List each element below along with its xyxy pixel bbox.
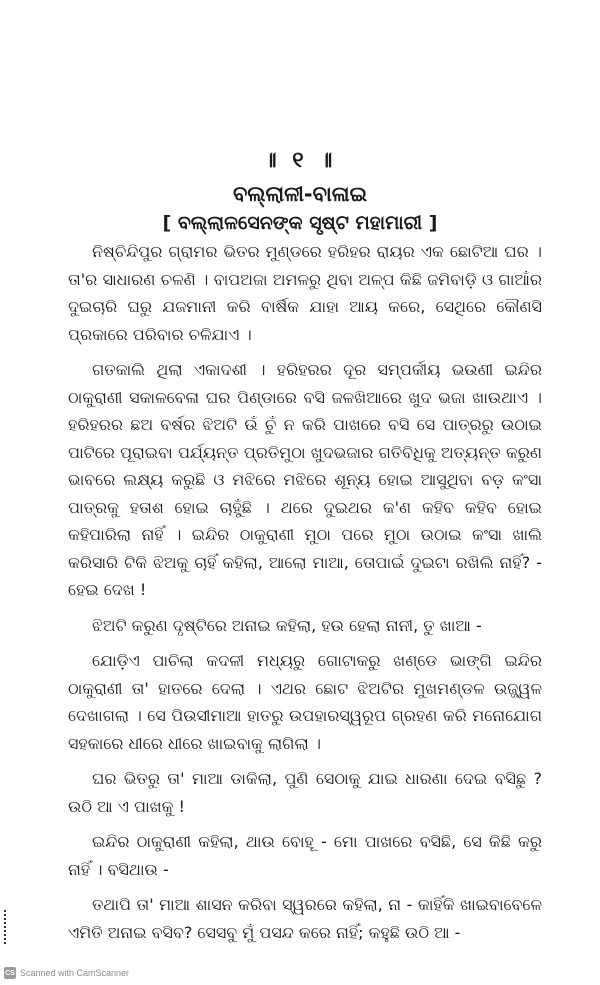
paragraph: ଝିଅଟି କରୁଣ ଦୃଷ୍ଟିରେ ଅନାଇ କହିଲା, ହଉ ହେଲା ନାନୀ, ତୁ ଖାଆ - bbox=[92, 615, 482, 635]
chapter-title: ବଲ୍ଲାଳୀ-ବାଳାଇ bbox=[232, 182, 368, 206]
paragraph: ଇନ୍ଦିର ଠାକୁରାଣୀ କହିଲା, ଥାଉ ବୋହୂ - ମୋ ପାଖରେ ବସିଛି, ସେ କିଛି କରୁ ନାହିଁ । ବସିଥାଉ - bbox=[68, 832, 542, 879]
chapter-subtitle: [ ବଲ୍ଲାଳସେନଙ୍କ ସୃଷ୍ଟ ମହାମାରୀ ] bbox=[162, 212, 438, 234]
scanner-watermark bbox=[4, 966, 129, 980]
paragraph: ନିଷ୍ଚିନ୍ଦିପୁର ଗ୍ରାମର ଭିତର ମୁଣ୍ଡରେ ହରିହର ରାୟର ଏକ ଛୋଟିଆ ଘର । ତା'ର ସାଧାରଣ ଚଳଣି । ବାପଅଜା ଅମଳରୁ ଥିବା ଅଳ୍ପ କିଛି ଜମିବାଡ଼ି ଓ ଗାଆଁର ଦୁଇଚାରି ଘରୁ ଯଜମାନୀ କରି ବାର୍ଷିକ ଯାହା ଆୟ କରେ, ସେଥିରେ କୌଣସି ପ୍ରକାରେ ପରିବାର ଚଳିଯାଏ । bbox=[68, 242, 542, 344]
watermark-text: Scanned with CamScanner bbox=[20, 968, 130, 978]
paragraph: ଯୋଡ଼ିଏ ପାଚିଲା କଦଳୀ ମଧ୍ୟରୁ ଗୋଟାକରୁ ଖଣ୍ଡେ ଭାଙ୍ଗି ଇନ୍ଦିର ଠାକୁରାଣୀ ତା' ହାତରେ ଦେଲା । ଏଥର ଛୋଟ ଝିଅଟିର ମୁଖମଣ୍ଡଳ ଉଜ୍ଜ୍ୱଳ ଦେଖାଗଲା । ସେ ପିଉସୀମାଆ ହାତରୁ ଉପହାରସ୍ୱରୂପ ଗ୍ରହଣ କରି ମନୋଯୋଗ ସହକାରେ ଧୀରେ ଧୀରେ ଖାଇବାକୁ ଲାଗିଲା । bbox=[68, 651, 542, 753]
camscanner-icon: CS bbox=[4, 967, 16, 979]
paragraph: ଘର ଭିତରୁ ତା' ମାଆ ଡାକିଲା, ପୁଣି ସେଠାକୁ ଯାଇ ଧାରଣା ଦେଇ ବସିଛୁ ? ଉଠି ଆ ଏ ପାଖକୁ ! bbox=[68, 769, 542, 816]
scan-margin-mark bbox=[4, 910, 9, 944]
paragraph: ଗତକାଲି ଥିଲା ଏକାଦଶୀ । ହରିହରର ଦୂର ସମ୍ପର୍କୀୟ ଭଉଣୀ ଇନ୍ଦିର ଠାକୁରାଣୀ ସକାଳବେଳା ଘର ପିଣ୍ଡାରେ ବସି ଜଳଖିଆରେ ଖୁଦ ଭଜା ଖାଉଥାଏ । ହରିହରର ଛଅ ବର୍ଷର ଝିଅଟି ଉଁ ଚୁଁ ନ କରି ପାଖରେ ବସି ସେ ପାତ୍ରରୁ ଉଠାଇ ପାଟିରେ ପୂରାଇବା ପର୍ଯ୍ୟନ୍ତ ପ୍ରତିମୁଠା ଖୁଦଭଜାର ଗତିବିଧିକୁ ଅତ୍ୟନ୍ତ କରୁଣ ଭାବରେ ଲକ୍ଷ୍ୟ କରୁଛି ଓ ମଝିରେ ମଝିରେ ଶୂନ୍ୟ ହୋଇ ଆସୁଥିବା ବଡ଼ କଂସା ପାତ୍ରକୁ ହତାଶ ହୋଇ ଚାହୁଁଛି । ଥରେ ଦୁଇଥର କ'ଣ କହିବ କହିବ ହୋଇ କହିପାରିଲା ନାହିଁ । ଇନ୍ଦିର ଠାକୁରାଣୀ ମୁଠା ପରେ ମୁଠା ଉଠାଇ କଂସା ଖାଲି କରିସାରି ଟିକି ଝିଅକୁ ଚାହିଁ କହିଲା, ଆଲୋ ମାଆ, ତୋପାଇଁ ଦୁଇଟା ରଖିଲି ନାହିଁ? - ହେଇ ଦେଖ ! bbox=[68, 360, 542, 599]
body-text bbox=[68, 238, 542, 954]
paragraph: ତଥାପି ତା' ମାଆ ଶାସନ କରିବା ସ୍ୱରରେ କହିଲା, ନା - କାହିଁକି ଖାଇବାବେଳେ ଏମିତି ଅନାଇ ବସିବ? ସେସବୁ ମୁଁ ପସନ୍ଦ କରେ ନାହିଁ; କହୁଛି ଉଠି ଆ - bbox=[68, 895, 542, 942]
chapter-number: ॥ ୧ ॥ bbox=[263, 148, 337, 173]
